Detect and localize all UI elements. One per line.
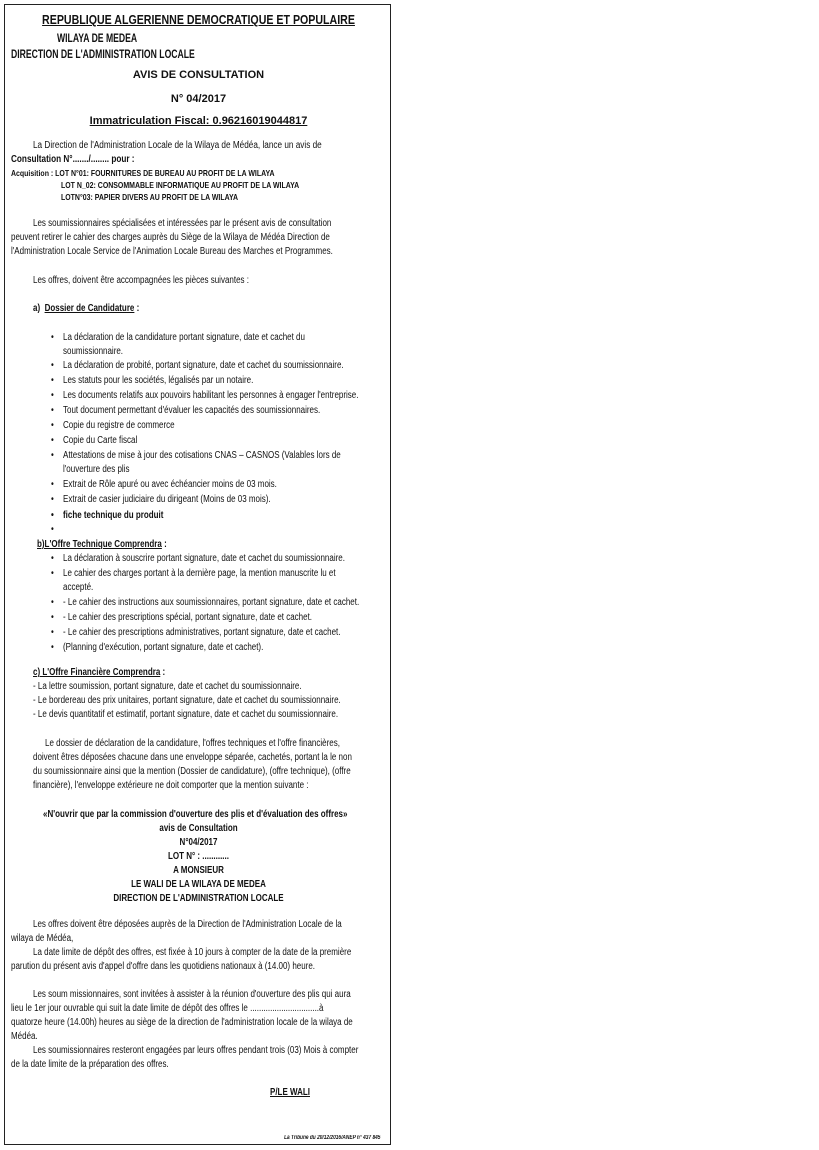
section-b-heading (37, 539, 167, 550)
para4-line-4: Médéa. (11, 1031, 38, 1042)
avis-number: N° 04/2017 (170, 93, 227, 105)
list-item: • - Le cahier des prescriptions spécial, portant signature, date et cachet. (63, 612, 312, 623)
para3-line-4: parution du présent avis d'appel d'offre dans les quotidiens nationaux à (14.00) heure. (11, 961, 316, 972)
para3-line-3: La date limite de dépôt des offres, est fixée à 10 jours à compter de la date de la première (33, 947, 352, 958)
para4-line-6: de la date limite de la préparation des offres. (11, 1059, 169, 1070)
list-item-cont: soumissionnaire. (63, 346, 124, 357)
list-item: • Copie du Carte fiscal (63, 435, 137, 446)
list-item: • La déclaration de la candidature portant signature, date et cachet du (63, 332, 305, 343)
list-item-cont: l'ouverture des plis (63, 464, 130, 475)
notice-frame (4, 4, 391, 1145)
list-item: • - Le cahier des prescriptions administratives, portant signature, date et cachet. (63, 627, 340, 638)
list-item: • (Planning d'exécution, portant signature, date et cachet). (63, 642, 263, 653)
list-item-cont: accepté. (63, 582, 94, 593)
list-item: • La déclaration à souscrire portant signature, date et cachet du soumissionnaire. (63, 553, 345, 564)
envelope-wali: LE WALI DE LA WILAYA DE MEDEA (131, 879, 266, 890)
para4-line-1: Les soum missionnaires, sont invitées à assister à la réunion d'ouverture des plis qui aura (33, 989, 351, 1000)
section-a-heading (33, 303, 139, 314)
section-b-suffix: : (161, 539, 167, 550)
para3-line-1: Les offres doivent être déposées auprès de la Direction de l'Administration Locale de la (33, 919, 342, 930)
para2-line-1: Le dossier de déclaration de la candidature, l'offres techniques et l'offre financières, (45, 738, 340, 749)
direction-title: DIRECTION DE L'ADMINISTRATION LOCALE (11, 47, 195, 61)
section-c-suffix: : (160, 667, 166, 678)
para4-line-2: lieu le 1er jour ouvrable qui suit la date limite de dépôt des offres le ...............................à (11, 1003, 324, 1014)
intro-line-1: La Direction de l'Administration Locale de la Wilaya de Médéa, lance un avis de (33, 140, 322, 151)
para1-line-1: Les soumissionnaires spécialisées et intéressées par le présent avis de consultation (33, 218, 332, 229)
para2-line-4: financière), l'enveloppe extérieure ne doit comporter que la mention suivante : (33, 780, 309, 791)
signature: P/LE WALI (270, 1087, 310, 1098)
intro-line-2: Consultation N°......./........ pour : (11, 154, 135, 165)
list-item: • fiche technique du produit (63, 510, 163, 521)
envelope-lot: LOT N° : ............ (168, 851, 229, 862)
envelope-addressee: A MONSIEUR (173, 865, 224, 876)
list-item: • Copie du registre de commerce (63, 420, 175, 431)
section-c-heading (33, 667, 165, 678)
para4-line-5: Les soumissionnaires resteront engagées par leurs offres pendant trois (03) Mois à compter (33, 1045, 359, 1056)
lot-3: LOTN°03: PAPIER DIVERS AU PROFIT DE LA WILAYA (61, 192, 239, 202)
para2-line-3: du soumissionnaire ainsi que la mention (Dossier de candidature), (offre technique), (offre (33, 766, 351, 777)
para2-line-2: doivent êtres déposées chacune dans une enveloppe séparée, cachetés, portant la le non (33, 752, 352, 763)
fiscal-id: Immatriculation Fiscal: 0.96216019044817 (89, 115, 308, 127)
section-a-prefix: a) (33, 303, 41, 314)
list-item: • Le cahier des charges portant à la dernière page, la mention manuscrite lu et (63, 568, 336, 579)
lot-1: Acquisition : LOT N°01: FOURNITURES DE BUREAU AU PROFIT DE LA WILAYA (11, 168, 275, 178)
list-item: • Extrait de casier judiciaire du dirigeant (Moins de 03 mois). (63, 494, 271, 505)
para1-line-3: l'Administration Locale Service de l'Animation Locale Bureau des Marches et Programmes. (11, 246, 333, 257)
list-item: - La lettre soumission, portant signature, date et cachet du soumissionnaire. (33, 681, 302, 692)
list-item: • Les statuts pour les sociétés, légalisés par un notaire. (63, 375, 253, 386)
avis-title: AVIS DE CONSULTATION (132, 69, 265, 81)
section-c-title: c) L'Offre Financière Comprendra (33, 667, 161, 678)
list-item: • Tout document permettant d'évaluer les capacités des soumissionnaires. (63, 405, 320, 416)
list-item: - Le devis quantitatif et estimatif, portant signature, date et cachet du soumissionnaire. (33, 709, 339, 720)
offres-intro: Les offres, doivent être accompagnées les pièces suivantes : (33, 275, 249, 286)
envelope-direction: DIRECTION DE L'ADMINISTRATION LOCALE (113, 893, 284, 904)
list-item: • Les documents relatifs aux pouvoirs habilitant les personnes à engager l'entreprise. (63, 390, 358, 401)
envelope-number: N°04/2017 (179, 837, 218, 848)
wilaya-title: WILAYA DE MEDEA (57, 31, 138, 45)
para4-line-3: quatorze heure (14.00h) heures au siège de la direction de l'administration locale de la wilaya de (11, 1017, 353, 1028)
list-item: • - Le cahier des instructions aux soumissionnaires, portant signature, date et cachet. (63, 597, 359, 608)
section-b-title: b)L'Offre Technique Comprendra (37, 539, 162, 550)
envelope-mention: «N'ouvrir que par la commission d'ouverture des plis et d'évaluation des offres» (43, 809, 348, 820)
para1-line-2: peuvent retirer le cahier des charges auprès du Siège de la Wilaya de Médéa Direction de (11, 232, 330, 243)
para3-line-2: wilaya de Médéa, (11, 933, 74, 944)
section-a-title: Dossier de Candidature (44, 303, 135, 314)
list-item: • La déclaration de probité, portant signature, date et cachet du soumissionnaire. (63, 360, 344, 371)
list-item: • Attestations de mise à jour des cotisations CNAS – CASNOS (Valables lors de (63, 450, 341, 461)
republic-title: REPUBLIQUE ALGERIENNE DEMOCRATIQUE ET POPULAIRE (42, 13, 355, 27)
list-item: - Le bordereau des prix unitaires, portant signature, date et cachet du soumissionnaire. (33, 695, 341, 706)
envelope-avis: avis de Consultation (159, 823, 238, 834)
list-item: • Extrait de Rôle apuré ou avec échéancier moins de 03 mois. (63, 479, 277, 490)
lot-2: LOT N_02: CONSOMMABLE INFORMATIQUE AU PROFIT DE LA WILAYA (61, 180, 300, 190)
source-footer: La Tribune du 20/12/2016/ANEP n° 437 845 (283, 1135, 380, 1141)
section-a-suffix: : (134, 303, 140, 314)
